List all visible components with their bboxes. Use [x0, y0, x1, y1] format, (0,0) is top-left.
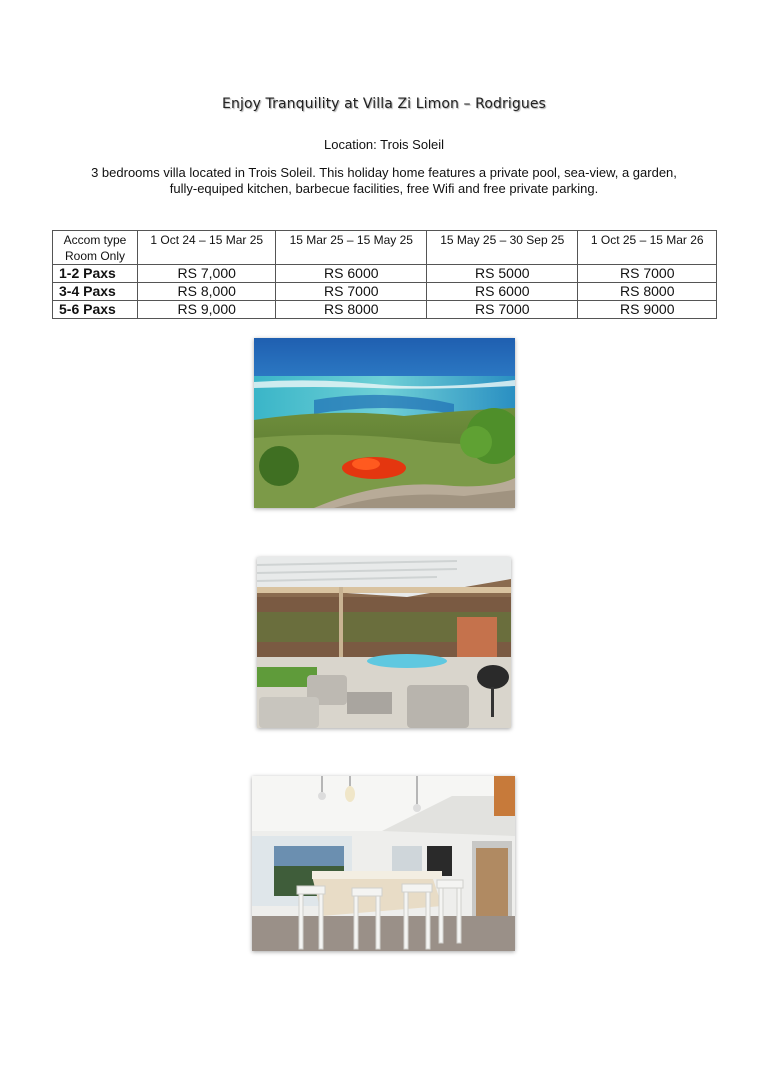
price-cell: RS 9,000	[138, 301, 276, 319]
accom-type-header	[53, 231, 138, 265]
table-row	[53, 301, 717, 319]
table-row	[53, 265, 717, 283]
price-cell: RS 7000	[578, 265, 717, 283]
kitchen-photo	[252, 776, 515, 951]
price-cell: RS 8,000	[138, 283, 276, 301]
patio-photo	[257, 557, 511, 728]
room-only-label: Room Only	[64, 249, 126, 263]
location-line: Location: Trois Soleil	[324, 137, 444, 152]
price-cell: RS 6000	[427, 283, 578, 301]
villa-description: 3 bedrooms villa located in Trois Soleil. This holiday home features a private pool, sea-view, a garden, fully-equiped kitchen, barbecue facilities, free Wifi and free private parking.	[91, 165, 677, 196]
page-title: Enjoy Tranquility at Villa Zi Limon – Rodrigues	[222, 96, 546, 112]
period-header: 1 Oct 25 – 15 Mar 26	[578, 231, 717, 265]
price-cell: RS 7,000	[138, 265, 276, 283]
period-header: 15 Mar 25 – 15 May 25	[276, 231, 427, 265]
sea-view-image	[254, 338, 515, 508]
accom-type-label: Accom type	[63, 233, 127, 247]
price-cell: RS 9000	[578, 301, 717, 319]
pax-cell: 3-4 Paxs	[53, 283, 138, 301]
rates-table	[52, 230, 717, 319]
price-cell: RS 7000	[276, 283, 427, 301]
kitchen-image	[252, 776, 515, 951]
price-cell: RS 7000	[427, 301, 578, 319]
price-cell: RS 8000	[276, 301, 427, 319]
price-cell: RS 5000	[427, 265, 578, 283]
period-header: 15 May 25 – 30 Sep 25	[427, 231, 578, 265]
rates-header-row	[53, 231, 717, 265]
sea-view-photo	[254, 338, 515, 508]
table-row	[53, 283, 717, 301]
period-header: 1 Oct 24 – 15 Mar 25	[138, 231, 276, 265]
price-cell: RS 8000	[578, 283, 717, 301]
pax-cell: 5-6 Paxs	[53, 301, 138, 319]
price-cell: RS 6000	[276, 265, 427, 283]
patio-image	[257, 557, 511, 728]
pax-cell: 1-2 Paxs	[53, 265, 138, 283]
